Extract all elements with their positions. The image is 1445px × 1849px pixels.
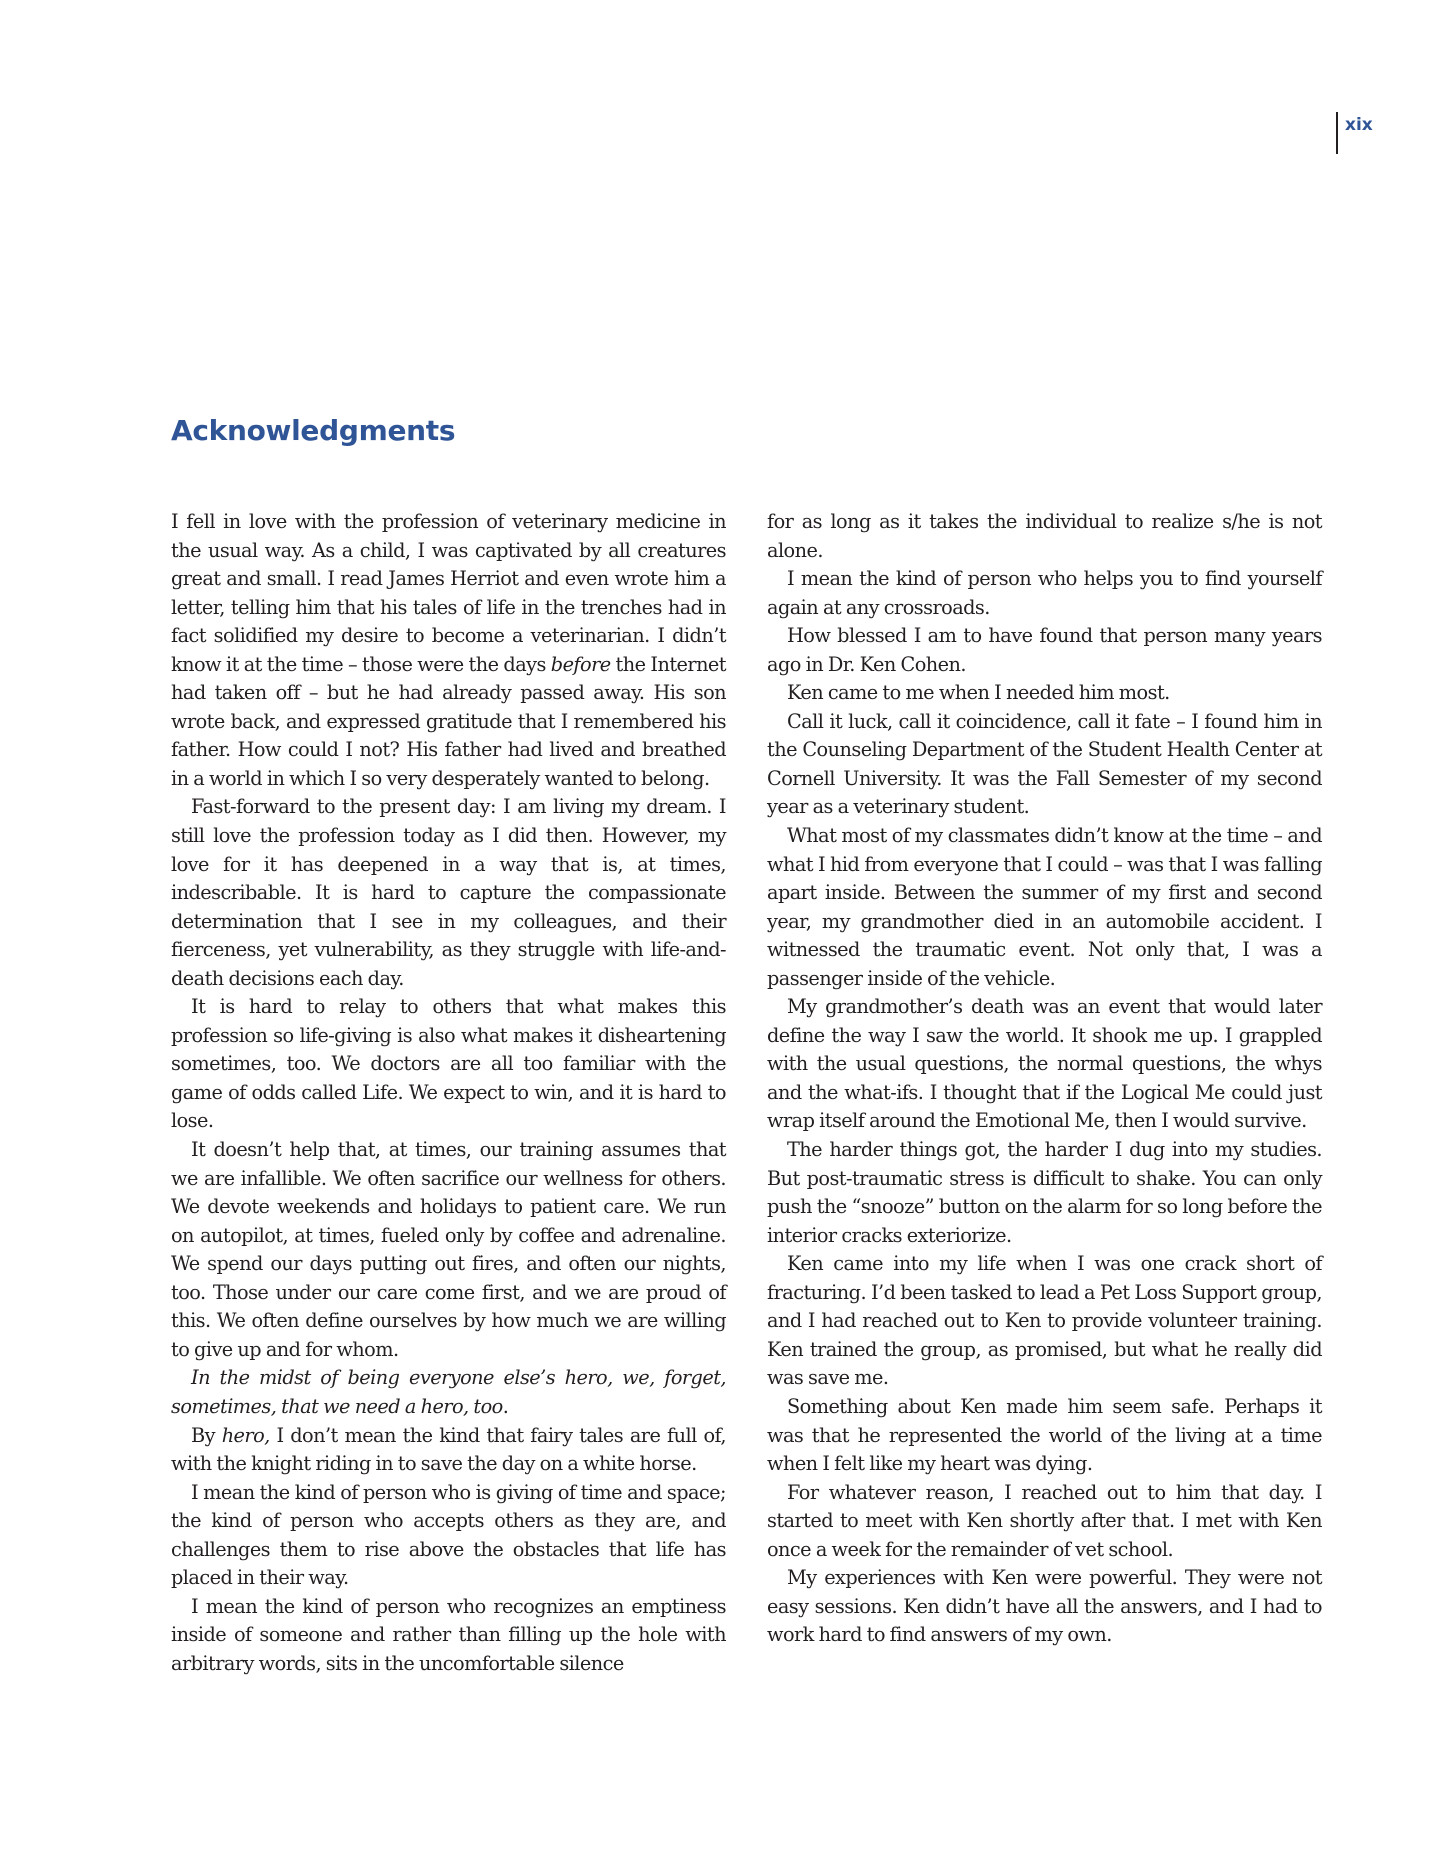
- paragraph: I mean the kind of person who is giving of time and space; the kind of person who accepts others as they are, and challenges them to rise above the obstacles that life has placed in their way.: [171, 1480, 726, 1590]
- paragraph: Ken came into my life when I was one crack short of fracturing. I’d been tasked to lead a Pet Loss Support group, and I had reached out to Ken to provide volunteer training. Ken trained the group, as promised, but what he really did was save me.: [767, 1252, 1322, 1390]
- paragraph: How blessed I am to have found that person many years ago in Dr. Ken Cohen.: [767, 624, 1322, 676]
- paragraph: [171, 1364, 726, 1421]
- paragraph: Ken came to me when I needed him most.: [787, 681, 1170, 705]
- text-run: By: [191, 1423, 222, 1447]
- paragraph: It is hard to relay to others that what makes this profession so life-giving is also what makes it disheartening sometimes, too. We doctors are all too familiar with the game of odds called Life. We expect to win, and it is hard to lose.: [171, 995, 726, 1133]
- page-number-rule: [1336, 112, 1338, 154]
- paragraph: [171, 1422, 726, 1479]
- chapter-title: Acknowledgments: [171, 414, 456, 447]
- paragraph: I mean the kind of person who helps you to find yourself again at any crossroads.: [767, 567, 1322, 619]
- text-run: I fell in love with the profession of veterinary medicine in the usual way. As a child, I was captivated by all creatures great and small. I read James Herriot and even wrote him a letter, telling him that his tales of life in the trenches had in fact solidified my desire to become a veterinarian. I didn’t know it at the time – those were the days: [171, 510, 726, 676]
- paragraph: for as long as it takes the individual to realize s/he is not alone.: [767, 510, 1322, 562]
- paragraph: [171, 508, 726, 793]
- text-run: I don’t mean the kind that fairy tales are full of, with the knight riding in to save the day on a white horse.: [171, 1423, 726, 1476]
- paragraph: It doesn’t help that, at times, our training assumes that we are infallible. We often sacrifice our wellness for others. We devote weekends and holidays to patient care. We run on autopilot, at times, fueled only by coffee and adrenaline. We spend our days putting out fires, and often our nights, too. Those under our care come first, and we are proud of this. We often define ourselves by how much we are willing to give up and for whom.: [171, 1138, 726, 1361]
- paragraph: Call it luck, call it coincidence, call it fate – I found him in the Counseling Department of the Student Health Center at Cornell University. It was the Fall Semester of my second year as a veterinary student.: [767, 709, 1322, 819]
- text-run: .: [502, 1394, 509, 1418]
- right-text-column: [767, 508, 1322, 1650]
- paragraph: Something about Ken made him seem safe. Perhaps it was that he represented the world of the living at a time when I felt like my heart was dying.: [767, 1394, 1322, 1476]
- text-run: the Internet had taken off – but he had already passed away. His son wrote back, and expressed gratitude that I remembered his father. How could I not? His father had lived and breathed in a world in which I so very desperately wanted to belong.: [171, 652, 726, 790]
- italic-text-run: before: [550, 652, 611, 676]
- paragraph: What most of my classmates didn’t know at the time – and what I hid from everyone that I could – was that I was falling apart inside. Between the summer of my first and second year, my grandmother died in an automobile accident. I witnessed the traumatic event. Not only that, I was a passenger inside of the vehicle.: [767, 824, 1322, 990]
- paragraph: My grandmother’s death was an event that would later define the way I saw the world. It shook me up. I grappled with the usual questions, the normal questions, the whys and the what-ifs. I thought that if the Logical Me could just wrap itself around the Emotional Me, then I would survive.: [767, 995, 1322, 1133]
- italic-text-run: In the midst of being everyone else’s hero, we, forget, sometimes, that we need a hero, too: [171, 1366, 726, 1418]
- paragraph: My experiences with Ken were powerful. They were not easy sessions. Ken didn’t have all the answers, and I had to work hard to find answers of my own.: [767, 1566, 1322, 1647]
- paragraph: Fast-forward to the present day: I am living my dream. I still love the profession today as I did then. However, my love for it has deepened in a way that is, at times, indescribable. It is hard to capture the compassionate determination that I see in my colleagues, and their fierceness, yet vulnerability, as they struggle with life-and-death decisions each day.: [171, 795, 726, 990]
- italic-text-run: hero,: [221, 1423, 270, 1447]
- page-number: xix: [1345, 115, 1373, 135]
- paragraph: I mean the kind of person who recognizes an emptiness inside of someone and rather than filling up the hole with arbitrary words, sits in the uncomfortable silence: [171, 1594, 726, 1675]
- left-text-column: [171, 508, 726, 1678]
- paragraph: For whatever reason, I reached out to him that day. I started to meet with Ken shortly after that. I met with Ken once a week for the remainder of vet school.: [767, 1480, 1322, 1561]
- paragraph: The harder things got, the harder I dug into my studies. But post-traumatic stress is difficult to shake. You can only push the “snooze” button on the alarm for so long before the interior cracks exteriorize.: [767, 1138, 1322, 1247]
